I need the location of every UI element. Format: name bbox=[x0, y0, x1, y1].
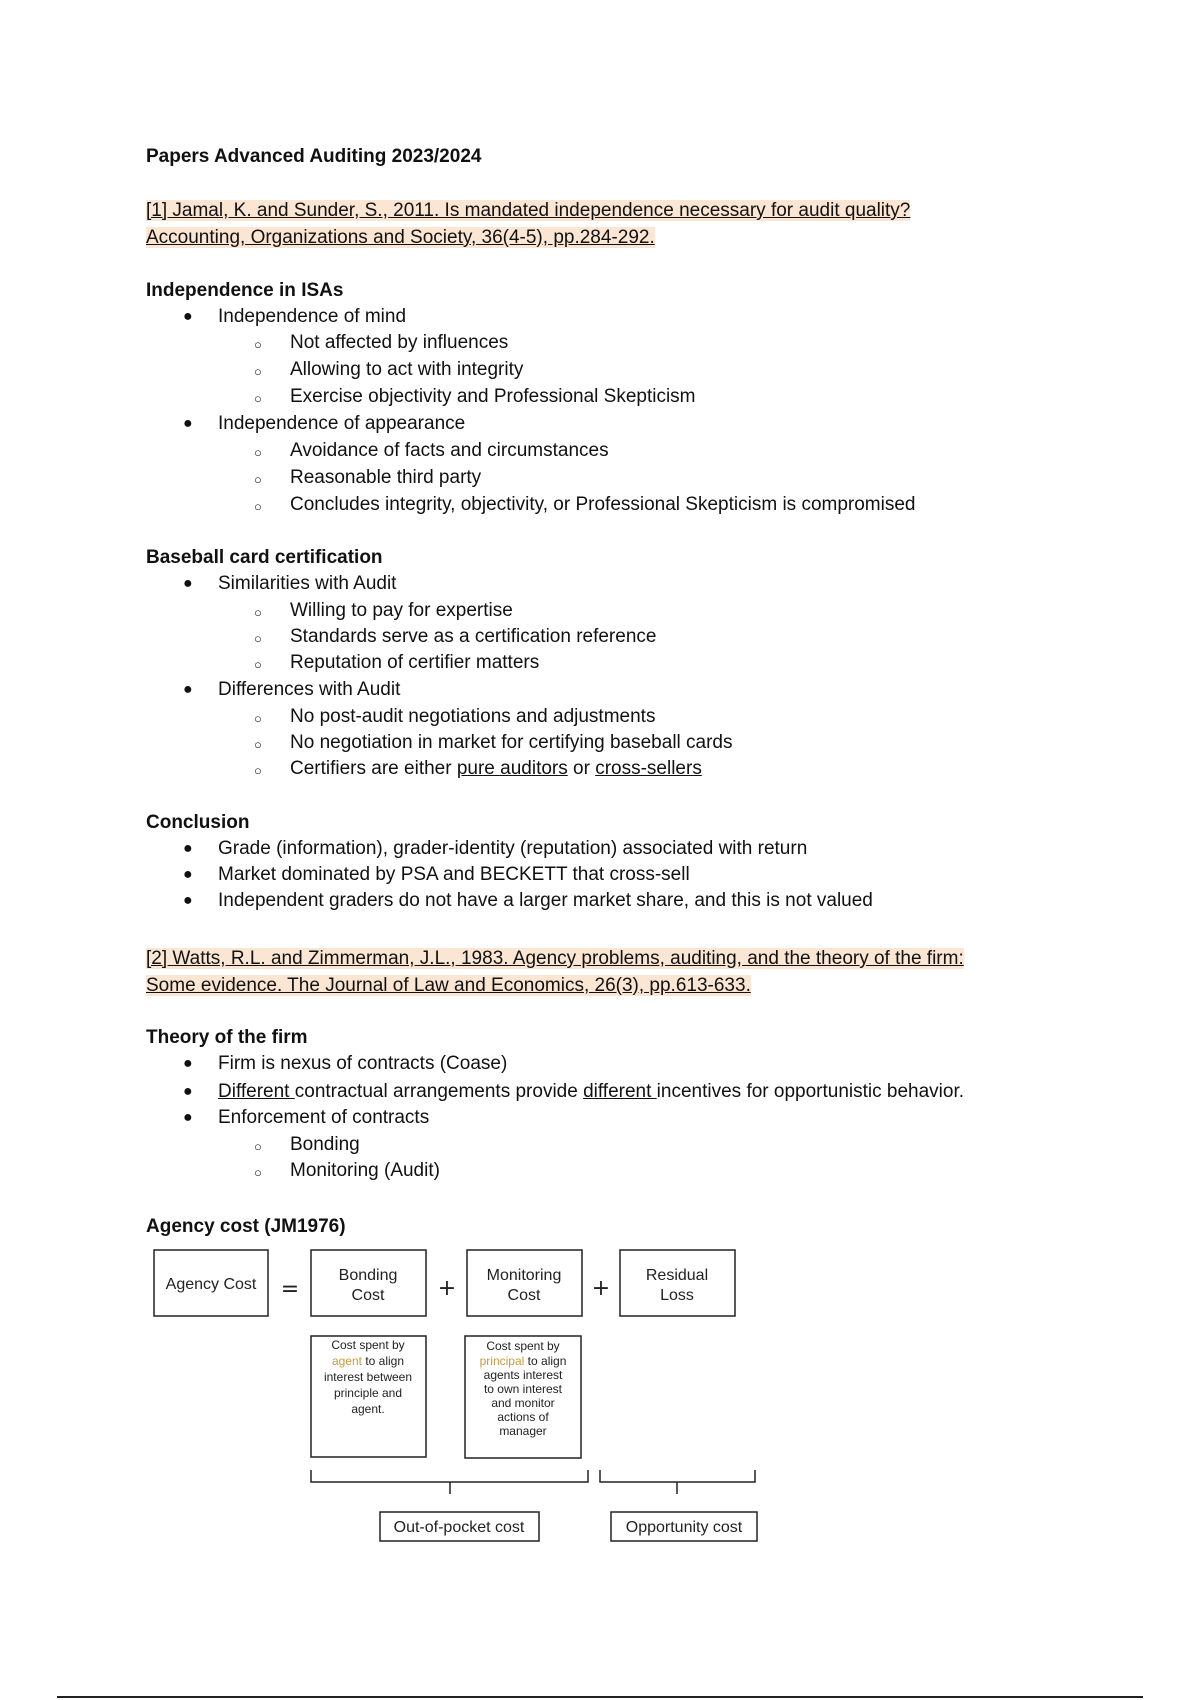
section-heading-independence: Independence in ISAs bbox=[146, 280, 344, 301]
circle-bullet-icon: ○ bbox=[254, 337, 262, 352]
text-fragment: incentives for opportunistic behavior. bbox=[656, 1081, 965, 1102]
bullet-icon: ● bbox=[183, 575, 193, 592]
circle-bullet-icon: ○ bbox=[254, 1139, 262, 1154]
list-item: Bonding bbox=[290, 1134, 360, 1155]
circle-bullet-icon: ○ bbox=[254, 763, 262, 778]
agency-cost-label: Agency Cost bbox=[165, 1276, 257, 1293]
circle-bullet-icon: ○ bbox=[254, 605, 262, 620]
monitoring-desc-line: to own interest bbox=[483, 1382, 563, 1396]
list-item: Concludes integrity, objectivity, or Professional Skepticism is compromised bbox=[290, 494, 916, 515]
bonding-label-line-1: Bonding bbox=[338, 1267, 398, 1284]
bullet-icon: ● bbox=[183, 308, 193, 325]
section-heading-theory-of-firm: Theory of the firm bbox=[146, 1027, 308, 1048]
monitoring-label-line-2: Cost bbox=[507, 1287, 541, 1304]
list-item: No post-audit negotiations and adjustments bbox=[290, 706, 656, 727]
monitoring-desc-line: and monitor bbox=[491, 1396, 555, 1410]
section-heading-agency-cost: Agency cost (JM1976) bbox=[146, 1216, 346, 1237]
text-fragment: Certifiers are either bbox=[290, 758, 457, 779]
monitoring-desc-line bbox=[480, 1354, 567, 1368]
highlighted-word: principal bbox=[479, 1354, 525, 1368]
bullet-icon: ● bbox=[183, 892, 193, 909]
monitoring-desc-line: manager bbox=[499, 1424, 547, 1438]
underlined-term: pure auditors bbox=[456, 758, 568, 779]
text-fragment: or bbox=[567, 758, 596, 779]
opportunity-brace bbox=[600, 1470, 755, 1494]
section-heading-conclusion: Conclusion bbox=[146, 812, 250, 833]
opportunity-cost-label: Opportunity cost bbox=[625, 1519, 743, 1536]
list-item: Market dominated by PSA and BECKETT that cross-sell bbox=[218, 864, 690, 885]
out-of-pocket-brace bbox=[311, 1470, 588, 1494]
document-title: Papers Advanced Auditing 2023/2024 bbox=[146, 146, 482, 167]
list-item: Standards serve as a certification reference bbox=[290, 626, 657, 647]
reference-1-line-1: [1] Jamal, K. and Sunder, S., 2011. Is mandated independence necessary for audit quality? bbox=[146, 200, 911, 221]
list-item: Independence of mind bbox=[218, 306, 407, 327]
bonding-desc-line: interest between bbox=[323, 1370, 413, 1384]
highlighted-word: agent bbox=[331, 1354, 362, 1368]
equals-icon: = bbox=[280, 1277, 300, 1302]
circle-bullet-icon: ○ bbox=[254, 472, 262, 487]
list-item: Monitoring (Audit) bbox=[290, 1160, 440, 1181]
bullet-icon: ● bbox=[183, 866, 193, 883]
circle-bullet-icon: ○ bbox=[254, 445, 262, 460]
bonding-label-line-2: Cost bbox=[351, 1287, 385, 1304]
circle-bullet-icon: ○ bbox=[254, 1165, 262, 1180]
circle-bullet-icon: ○ bbox=[254, 499, 262, 514]
circle-bullet-icon: ○ bbox=[254, 737, 262, 752]
list-item: Willing to pay for expertise bbox=[290, 600, 513, 621]
plus-icon: + bbox=[591, 1276, 611, 1301]
circle-bullet-icon: ○ bbox=[254, 631, 262, 646]
list-item: Grade (information), grader-identity (reputation) associated with return bbox=[218, 838, 808, 859]
underlined-term: Different bbox=[218, 1081, 295, 1102]
list-item: Not affected by influences bbox=[290, 332, 509, 353]
list-item: Reasonable third party bbox=[290, 467, 482, 488]
list-item: Similarities with Audit bbox=[218, 573, 397, 594]
section-heading-baseball: Baseball card certification bbox=[146, 547, 383, 568]
bullet-icon: ● bbox=[183, 1083, 193, 1100]
plus-icon: + bbox=[437, 1276, 457, 1301]
text-fragment: to align bbox=[527, 1354, 567, 1368]
list-item: Reputation of certifier matters bbox=[290, 652, 540, 673]
list-item: Allowing to act with integrity bbox=[290, 359, 524, 380]
text-fragment: contractual arrangements provide bbox=[294, 1081, 584, 1102]
circle-bullet-icon: ○ bbox=[254, 391, 262, 406]
list-item: Exercise objectivity and Professional Skepticism bbox=[290, 386, 696, 407]
bullet-icon: ● bbox=[183, 1109, 193, 1126]
underlined-term: different bbox=[583, 1081, 657, 1102]
reference-1-line-2: Accounting, Organizations and Society, 36(4-5), pp.284-292. bbox=[146, 227, 655, 248]
circle-bullet-icon: ○ bbox=[254, 657, 262, 672]
residual-label-line-2: Loss bbox=[660, 1287, 694, 1304]
monitoring-desc-line: Cost spent by bbox=[486, 1339, 560, 1353]
reference-2-line-1: [2] Watts, R.L. and Zimmerman, J.L., 1983. Agency problems, auditing, and the theory of the firm: bbox=[146, 948, 964, 969]
circle-bullet-icon: ○ bbox=[254, 364, 262, 379]
out-of-pocket-label: Out-of-pocket cost bbox=[393, 1519, 525, 1536]
bullet-icon: ● bbox=[183, 415, 193, 432]
list-item: Firm is nexus of contracts (Coase) bbox=[218, 1053, 508, 1074]
list-item: Independence of appearance bbox=[218, 413, 466, 434]
monitoring-desc-line: agents interest bbox=[483, 1368, 563, 1382]
reference-2-line-2: Some evidence. The Journal of Law and Economics, 26(3), pp.613-633. bbox=[146, 975, 751, 996]
list-item: No negotiation in market for certifying baseball cards bbox=[290, 732, 733, 753]
monitoring-desc-line: actions of bbox=[497, 1410, 549, 1424]
underlined-term: cross-sellers bbox=[595, 758, 702, 779]
bullet-icon: ● bbox=[183, 1055, 193, 1072]
bullet-icon: ● bbox=[183, 681, 193, 698]
list-item: Independent graders do not have a larger market share, and this is not valued bbox=[218, 890, 873, 911]
residual-label-line-1: Residual bbox=[645, 1267, 709, 1284]
bonding-desc-line bbox=[332, 1354, 404, 1368]
list-item: Avoidance of facts and circumstances bbox=[290, 440, 609, 461]
bonding-desc-line: principle and bbox=[333, 1386, 403, 1400]
text-fragment: to align bbox=[365, 1354, 405, 1368]
footer-divider bbox=[57, 1696, 1143, 1698]
bonding-desc-line: Cost spent by bbox=[331, 1338, 405, 1352]
circle-bullet-icon: ○ bbox=[254, 711, 262, 726]
list-item: Enforcement of contracts bbox=[218, 1107, 430, 1128]
bonding-desc-line: agent. bbox=[351, 1402, 385, 1416]
bullet-icon: ● bbox=[183, 840, 193, 857]
monitoring-label-line-1: Monitoring bbox=[486, 1267, 562, 1284]
list-item: Differences with Audit bbox=[218, 679, 401, 700]
